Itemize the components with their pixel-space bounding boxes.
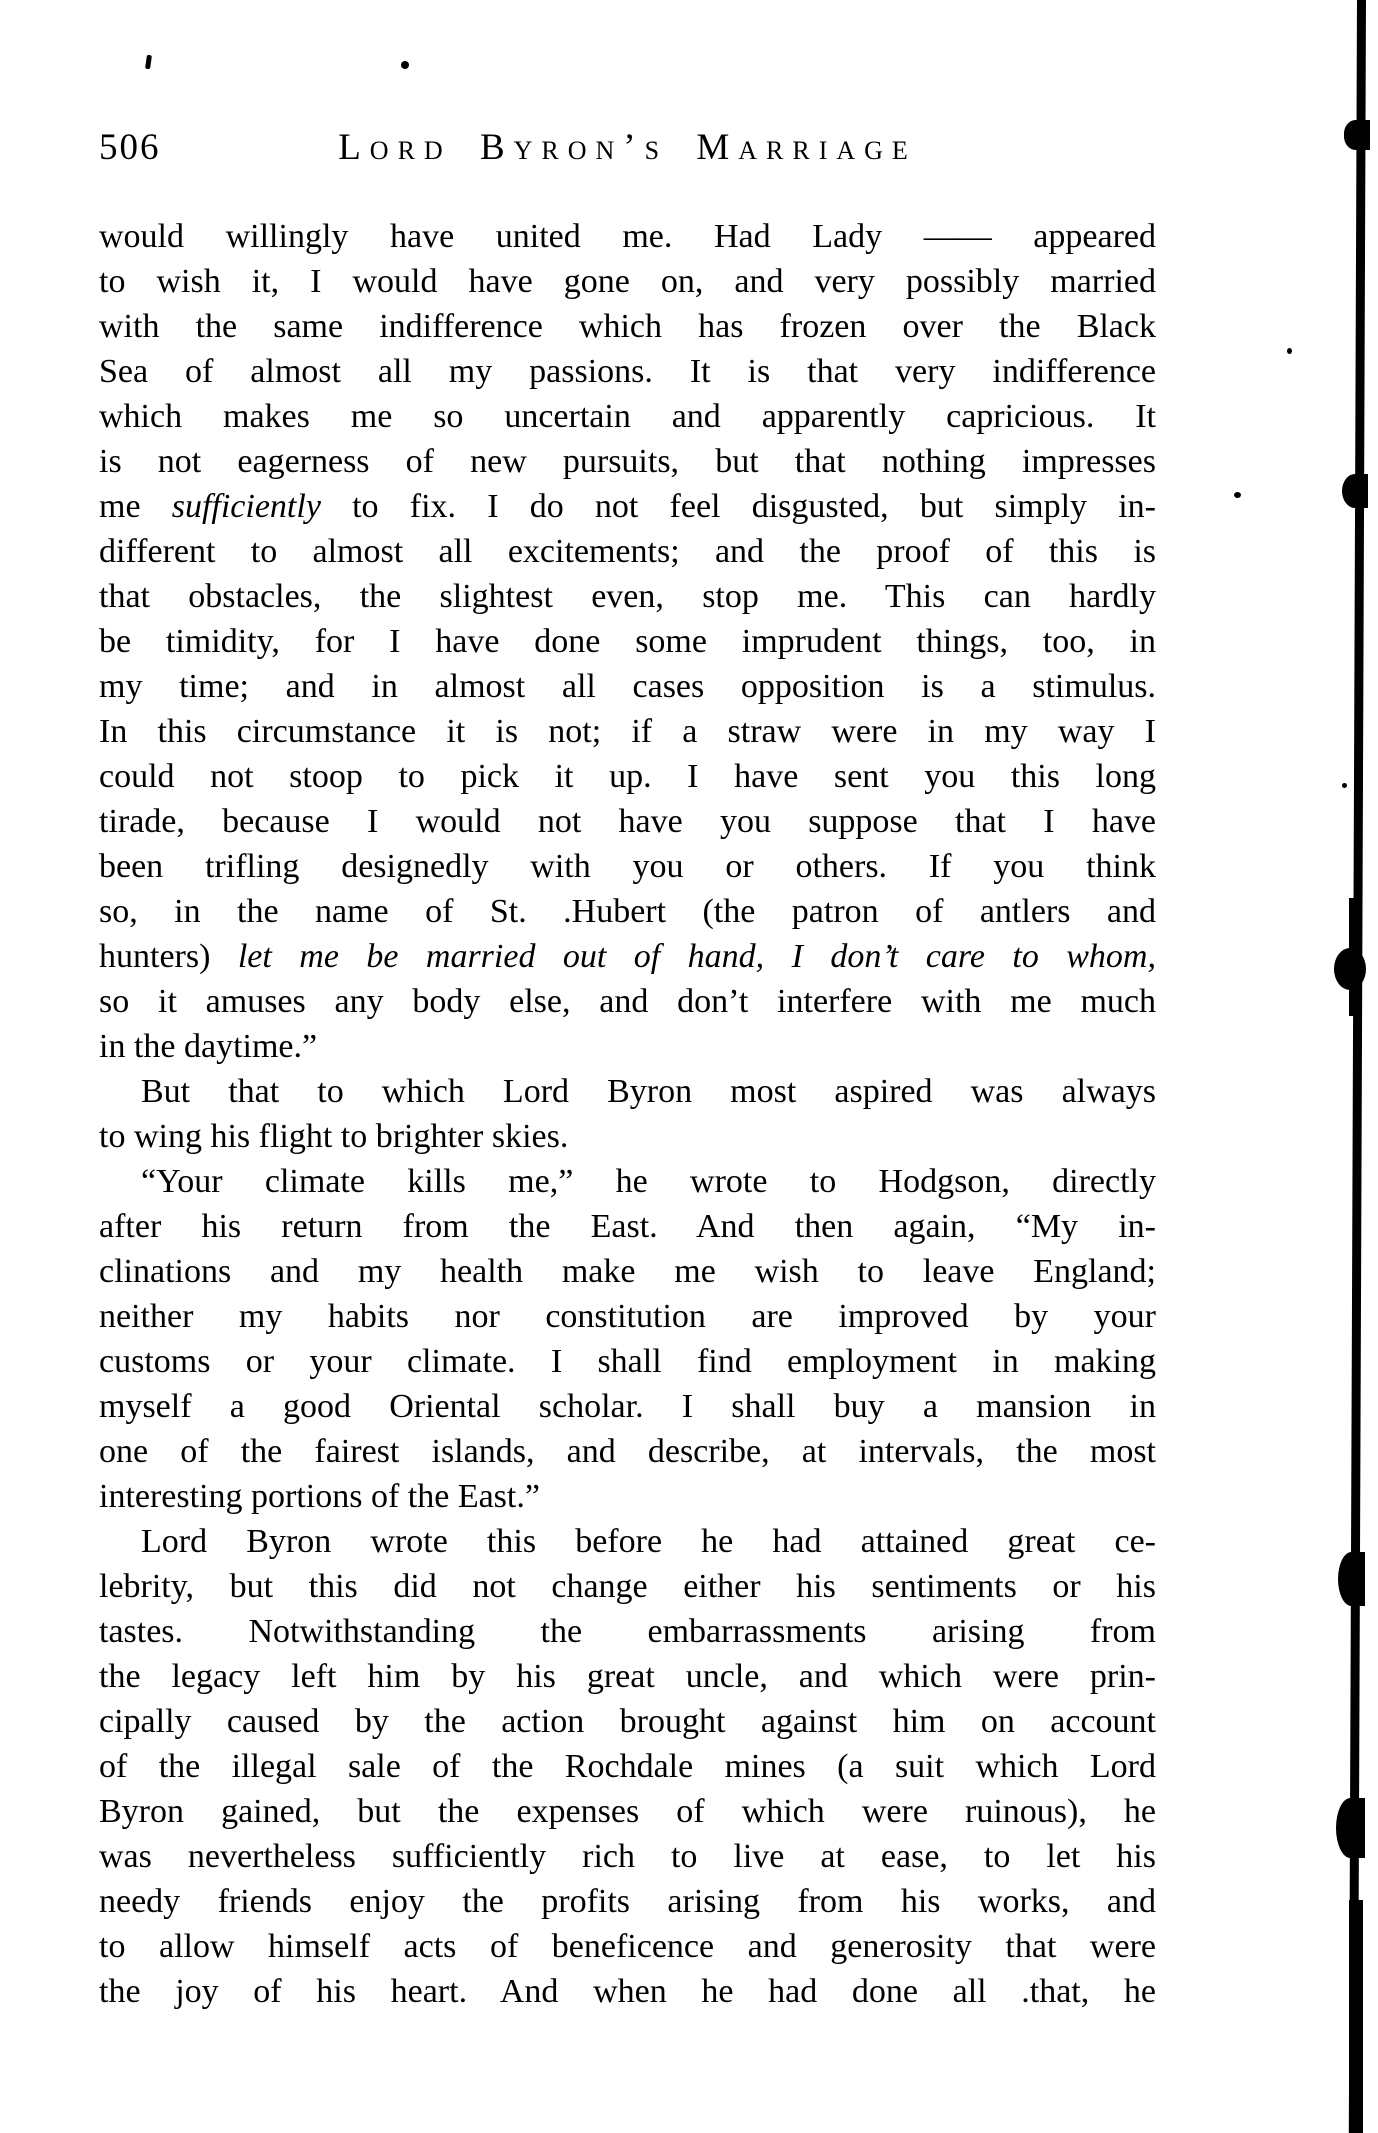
text-segment: of the illegal sale of the Rochdale mines (a suit which Lord [99,1748,1156,1785]
text-segment: Lord Byron wrote this before he had attained great ce- [141,1523,1156,1560]
text-segment: would willingly have united me. Had Lady —— appeared [99,218,1156,255]
text-line [99,1879,1156,1924]
text-segment: to wing his flight to brighter skies. [99,1118,569,1155]
text-line [99,1564,1156,1609]
text-segment: In this circumstance it is not; if a straw were in my way I [99,713,1156,750]
text-line [99,1834,1156,1879]
scan-ink-blob [1338,1552,1365,1606]
text-line [99,1204,1156,1249]
scan-ink-blob [1334,948,1366,990]
text-segment: hunters) [99,938,238,975]
text-line [99,1969,1156,2014]
text-line [99,844,1156,889]
text-line [99,1384,1156,1429]
page-header [99,126,1156,172]
italic-text-segment: let me be married out of hand, I don’t care to whom, [237,938,1156,975]
text-segment: to allow himself acts of beneficence and generosity that were [99,1928,1156,1965]
text-segment: lebrity, but this did not change either his sentiments or his [99,1568,1156,1605]
text-segment: in the daytime.” [99,1028,318,1065]
text-segment: be timidity, for I have done some imprudent things, too, in [99,623,1156,660]
scan-ink-speck [401,61,409,69]
text-line [99,1339,1156,1384]
text-segment: needy friends enjoy the profits arising from his works, and [99,1883,1156,1920]
text-segment: with the same indifference which has frozen over the Black [99,308,1156,345]
page-number: 506 [99,127,161,168]
text-segment: customs or your climate. I shall find employment in making [99,1343,1156,1380]
text-segment: neither my habits nor constitution are improved by your [99,1298,1156,1335]
text-line [99,979,1156,1024]
scan-ink-blob [1344,120,1370,150]
text-segment: that obstacles, the slightest even, stop me. This can hardly [99,578,1156,615]
text-line [99,1609,1156,1654]
text-segment: Byron gained, but the expenses of which were ruinous), he [99,1793,1156,1830]
text-line [99,1654,1156,1699]
text-line [99,799,1156,844]
text-segment: interesting portions of the East.” [99,1478,540,1515]
text-segment: myself a good Oriental scholar. I shall buy a mansion in [99,1388,1156,1425]
text-segment: But that to which Lord Byron most aspired was always [141,1073,1156,1110]
scan-ink-blob [1342,474,1368,508]
text-line [99,259,1156,304]
text-line [99,304,1156,349]
scan-ink-blob [1336,1798,1365,1858]
text-segment: cipally caused by the action brought against him on account [99,1703,1156,1740]
text-line [99,1429,1156,1474]
italic-text-segment: sufficiently [171,488,321,525]
text-segment: is not eagerness of new pursuits, but that nothing impresses [99,443,1156,480]
scan-ink-speck [1234,492,1241,498]
text-segment: to wish it, I would have gone on, and very possibly married [99,263,1156,300]
text-segment: could not stoop to pick it up. I have sent you this long [99,758,1156,795]
text-line [99,394,1156,439]
text-segment: so, in the name of St. .Hubert (the patron of antlers and [99,893,1156,930]
text-line [99,1924,1156,1969]
text-line [99,619,1156,664]
text-line [99,664,1156,709]
text-line [99,1294,1156,1339]
text-segment: my time; and in almost all cases opposition is a stimulus. [99,668,1156,705]
text-line [99,1249,1156,1294]
running-title: Lord Byron’s Marriage [338,127,917,168]
text-segment: one of the fairest islands, and describe, at intervals, the most [99,1433,1156,1470]
text-segment: which makes me so uncertain and apparently capricious. It [99,398,1156,435]
text-segment: so it amuses any body else, and don’t interfere with me much [99,983,1156,1020]
text-segment: tirade, because I would not have you suppose that I have [99,803,1156,840]
text-line [99,1114,1156,1159]
text-line [99,1069,1156,1114]
text-segment: “Your climate kills me,” he wrote to Hodgson, directly [141,1163,1156,1200]
text-line [99,1699,1156,1744]
text-segment: the joy of his heart. And when he had done all .that, he [99,1973,1156,2010]
body-text [99,214,1156,2014]
text-line [99,754,1156,799]
text-segment: Sea of almost all my passions. It is that very indifference [99,353,1156,390]
text-segment: to fix. I do not feel disgusted, but simply in- [320,488,1156,525]
text-line [99,934,1156,979]
text-segment: clinations and my health make me wish to leave England; [99,1253,1156,1290]
text-line [99,484,1156,529]
text-line [99,529,1156,574]
text-line [99,1744,1156,1789]
text-segment: was nevertheless sufficiently rich to live at ease, to let his [99,1838,1156,1875]
scan-ink-speck [1287,348,1292,354]
text-line [99,1519,1156,1564]
text-line [99,1789,1156,1834]
text-line [99,709,1156,754]
text-segment: me [99,488,172,525]
text-segment: been trifling designedly with you or others. If you think [99,848,1156,885]
text-line [99,349,1156,394]
text-line [99,1474,1156,1519]
scan-ink-speck [1342,783,1347,788]
text-line [99,1024,1156,1069]
text-segment: the legacy left him by his great uncle, and which were prin- [99,1658,1156,1695]
text-line [99,889,1156,934]
text-line [99,439,1156,484]
text-line [99,1159,1156,1204]
text-segment: after his return from the East. And then again, “My in- [99,1208,1156,1245]
text-line [99,574,1156,619]
scan-ink-blob [1349,1900,1363,2133]
scan-ink-speck [145,55,152,70]
text-line [99,214,1156,259]
text-segment: different to almost all excitements; and the proof of this is [99,533,1156,570]
text-segment: tastes. Notwithstanding the embarrassments arising from [99,1613,1156,1650]
